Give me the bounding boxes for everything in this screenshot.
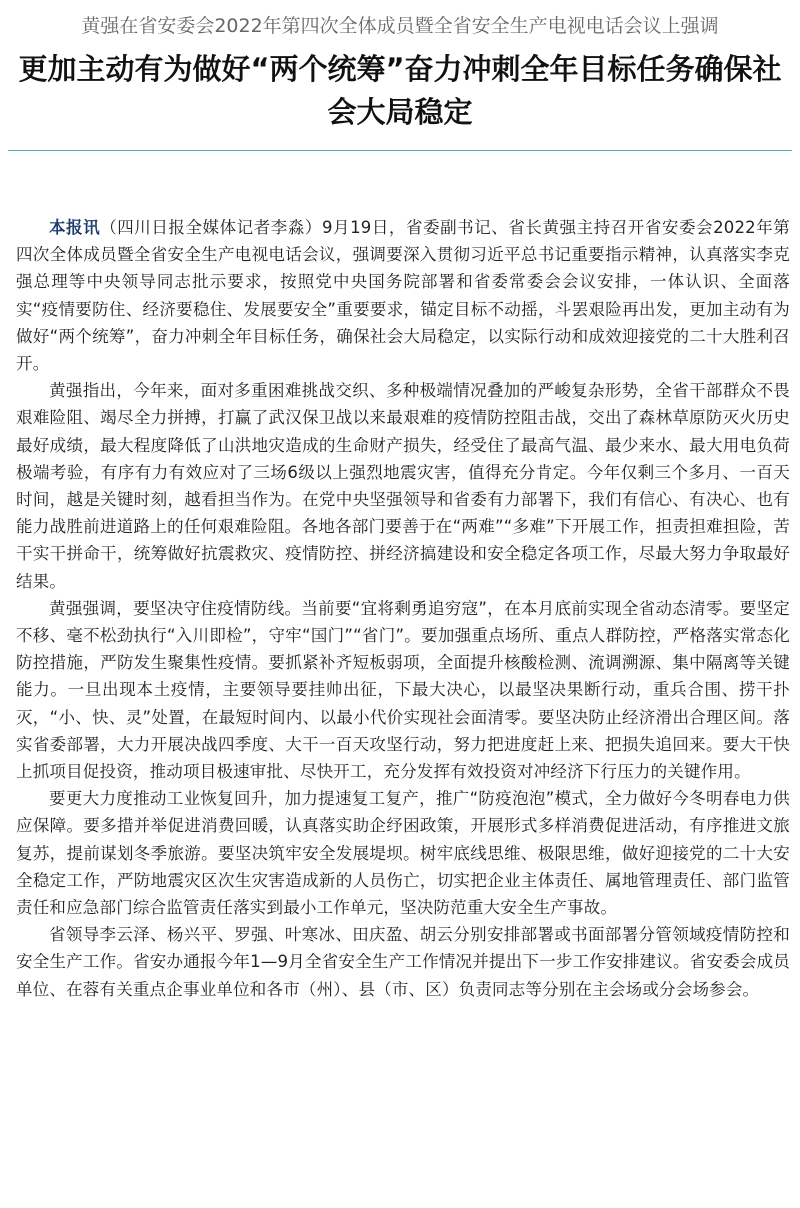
header-divider bbox=[8, 150, 792, 151]
article-paragraph-1 bbox=[16, 214, 790, 377]
article-headline: 更加主动有为做好“两个统筹”奋力冲刺全年目标任务确保社会大局稳定 bbox=[18, 52, 782, 129]
article-paragraph-3: 黄强强调，要坚决守住疫情防线。当前要“宜将剩勇追穷寇”，在本月底前实现全省动态清零。要坚定不移、毫不松劲执行“入川即检”，守牢“国门”“省门”。要加强重点场所、重点人群防控，严格落实常态化防控措施，严防发生聚集性疫情。要抓紧补齐短板弱项，全面提升核酸检测、流调溯源、集中隔离等关键能力。一旦出现本土疫情，主要领导要挂帅出征，下最大决心，以最坚决果断行动，重兵合围、捞干扑灭，“小、快、灵”处置，在最短时间内、以最小代价实现社会面清零。要坚决防止经济滑出合理区间。落实省委部署，大力开展决战四季度、大干一百天攻坚行动，努力把进度赶上来、把损失追回来。要大干快上抓项目促投资，推动项目极速审批、尽快开工，充分发挥有效投资对冲经济下行压力的关键作用。 bbox=[16, 598, 790, 782]
paragraph-1-text: （四川日报全媒体记者李淼）9月19日，省委副书记、省长黄强主持召开省安委会2022年第四次全体成员暨全省安全生产电视电话会议，强调要深入贯彻习近平总书记重要指示精神，认真落实李克强总理等中央领导同志批示要求，按照党中央国务院部署和省委常委会会议安排，一体认识、全面落实“疫情要防住、经济要稳住、发展要安全”重要要求，锚定目标不动摇，斗罢艰险再出发，更加主动有为做好“两个统筹”，奋力冲刺全年目标任务，确保社会大局稳定，以实际行动和成效迎接党的二十大胜利召开。 bbox=[16, 218, 790, 374]
article-paragraph-4: 要更大力度推动工业恢复回升，加力提速复工复产，推广“防疫泡泡”模式，全力做好今冬明春电力供应保障。要多措并举促进消费回暖，认真落实助企纾困政策，开展形式多样消费促进活动，有序推进文旅复苏，提前谋划冬季旅游。要坚决筑牢安全发展堤坝。树牢底线思维、极限思维，做好迎接党的二十大安全稳定工作，严防地震灾区次生灾害造成新的人员伤亡，切实把企业主体责任、属地管理责任、部门监管责任和应急部门综合监管责任落实到最小工作单元，坚决防范重大安全生产事故。 bbox=[16, 789, 790, 918]
article-kicker: 黄强在省安委会2022年第四次全体成员暨全省安全生产电视电话会议上强调 bbox=[81, 15, 719, 37]
article-body bbox=[16, 214, 790, 1003]
dateline-label: 本报讯 bbox=[49, 218, 101, 237]
article-paragraph-5: 省领导李云泽、杨兴平、罗强、叶寒冰、田庆盈、胡云分别安排部署或书面部署分管领域疫情防控和安全生产工作。省安办通报今年1—9月全省安全生产工作情况并提出下一步工作安排建议。省安委会成员单位、在蓉有关重点企事业单位和各市（州）、县（市、区）负责同志等分别在主会场或分会场参会。 bbox=[16, 925, 790, 999]
article-paragraph-2: 黄强指出，今年来，面对多重困难挑战交织、多种极端情况叠加的严峻复杂形势，全省干部群众不畏艰难险阻、竭尽全力拼搏，打赢了武汉保卫战以来最艰难的疫情防控阻击战，交出了森林草原防灭火历史最好成绩，最大程度降低了山洪地灾造成的生命财产损失，经受住了最高气温、最少来水、最大用电负荷极端考验，有序有力有效应对了三场6级以上强烈地震灾害，值得充分肯定。今年仅剩三个多月、一百天时间，越是关键时刻，越看担当作为。在党中央坚强领导和省委有力部署下，我们有信心、有决心、也有能力战胜前进道路上的任何艰难险阻。各地各部门要善于在“两难”“多难”下开展工作，担责担难担险，苦干实干拼命干，统筹做好抗震救灾、疫情防控、拼经济搞建设和安全稳定各项工作，尽最大努力争取最好结果。 bbox=[16, 381, 790, 591]
